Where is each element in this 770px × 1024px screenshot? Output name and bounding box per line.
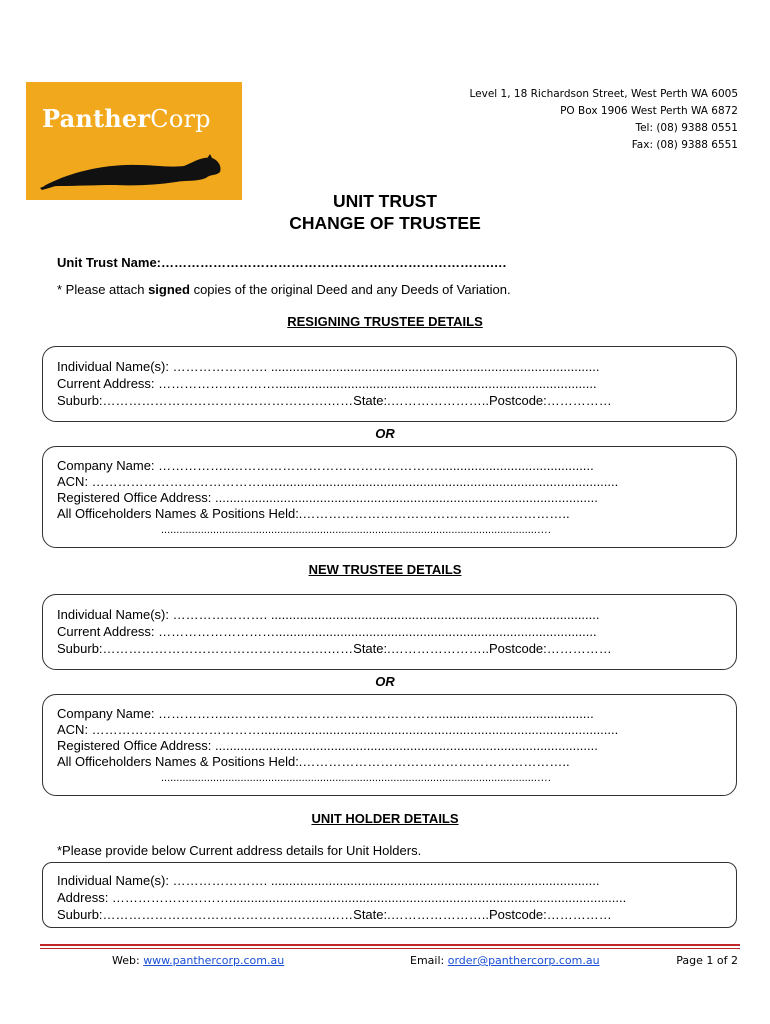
new-trustee-heading: NEW TRUSTEE DETAILS [308, 562, 462, 577]
individual-name-field[interactable]: Individual Name(s): …………………. ........................................................................................... [57, 359, 600, 374]
document-title [0, 190, 770, 234]
unit-holder-box [42, 862, 737, 928]
resigning-individual-box [42, 346, 737, 422]
registered-office-field[interactable]: Registered Office Address: .......................................................................................................... [57, 490, 598, 505]
officeholders-continuation[interactable]: ...........................................................................................................................…. [161, 772, 551, 784]
footer-rule-thin [40, 948, 740, 949]
footer-web [112, 954, 284, 967]
suburb-state-postcode-field[interactable]: Suburb:…………………………………………….……State:.…………………..Postcode:…………… [57, 641, 612, 656]
title-line-1: UNIT TRUST [332, 191, 438, 211]
individual-name-field[interactable]: Individual Name(s): …………………. ........................................................................................... [57, 607, 600, 622]
unit-trust-name-field[interactable]: Unit Trust Name:………………………………………………………………….…. [57, 255, 507, 270]
footer-rule [40, 944, 740, 946]
address-line: Level 1, 18 Richardson Street, West Perth WA 6005 [469, 88, 738, 100]
suburb-state-postcode-field[interactable]: Suburb:…………………………………………….……State:.…………………..Postcode:…………… [57, 907, 612, 922]
or-separator: OR [375, 426, 395, 441]
new-individual-box [42, 594, 737, 670]
acn-field[interactable]: ACN: …………………………………................................................................................................... [57, 722, 619, 737]
po-box-line: PO Box 1906 West Perth WA 6872 [560, 105, 738, 117]
attach-note-prefix: * Please attach [57, 282, 149, 297]
officeholders-continuation[interactable]: ...........................................................................................................................…. [161, 524, 551, 536]
title-line-2: CHANGE OF TRUSTEE [289, 213, 481, 233]
email-link[interactable]: order@panthercorp.com.au [447, 954, 600, 967]
suburb-state-postcode-field[interactable]: Suburb:…………………………………………….……State:.…………………..Postcode:…………… [57, 393, 612, 408]
page-number: Page 1 of 2 [676, 954, 738, 967]
attach-note-suffix: copies of the original Deed and any Deeds of Variation. [189, 282, 511, 297]
officeholders-field[interactable]: All Officeholders Names & Positions Held:.…………………………………………………….. [57, 506, 570, 521]
registered-office-field[interactable]: Registered Office Address: .......................................................................................................... [57, 738, 598, 753]
address-field[interactable]: Address: ……………………….............................................................................................................. [57, 890, 627, 905]
company-address [470, 86, 739, 154]
footer-email [410, 954, 600, 967]
officeholders-field[interactable]: All Officeholders Names & Positions Held:.…………………………………………………….. [57, 754, 570, 769]
new-company-box [42, 694, 737, 796]
unit-holder-heading: UNIT HOLDER DETAILS [311, 811, 459, 826]
fax-line: Fax: (08) 9388 6551 [631, 139, 738, 151]
current-address-field[interactable]: Current Address: ………………………......................................................................................... [57, 624, 597, 639]
email-label: Email: [410, 954, 448, 967]
logo-brand-light: Corp [150, 105, 211, 133]
attach-note-bold: signed [148, 282, 190, 297]
resigning-company-box [42, 446, 737, 548]
web-label: Web: [112, 954, 144, 967]
phone-line: Tel: (08) 9388 0551 [635, 122, 738, 134]
web-link[interactable]: www.panthercorp.com.au [143, 954, 285, 967]
individual-name-field[interactable]: Individual Name(s): …………………. ........................................................................................... [57, 873, 600, 888]
company-name-field[interactable]: Company Name: ……………..…………………………………………........................................... [57, 458, 594, 473]
panthercorp-logo [26, 82, 242, 200]
resigning-trustee-heading: RESIGNING TRUSTEE DETAILS [287, 314, 483, 329]
unit-holder-note: *Please provide below Current address details for Unit Holders. [57, 843, 422, 858]
logo-brand-bold: Panther [42, 104, 151, 133]
panther-icon [26, 82, 242, 200]
current-address-field[interactable]: Current Address: ………………………......................................................................................... [57, 376, 597, 391]
or-separator: OR [375, 674, 395, 689]
company-name-field[interactable]: Company Name: ……………..…………………………………………........................................... [57, 706, 594, 721]
acn-field[interactable]: ACN: …………………………………................................................................................................... [57, 474, 619, 489]
attach-note [57, 282, 511, 297]
